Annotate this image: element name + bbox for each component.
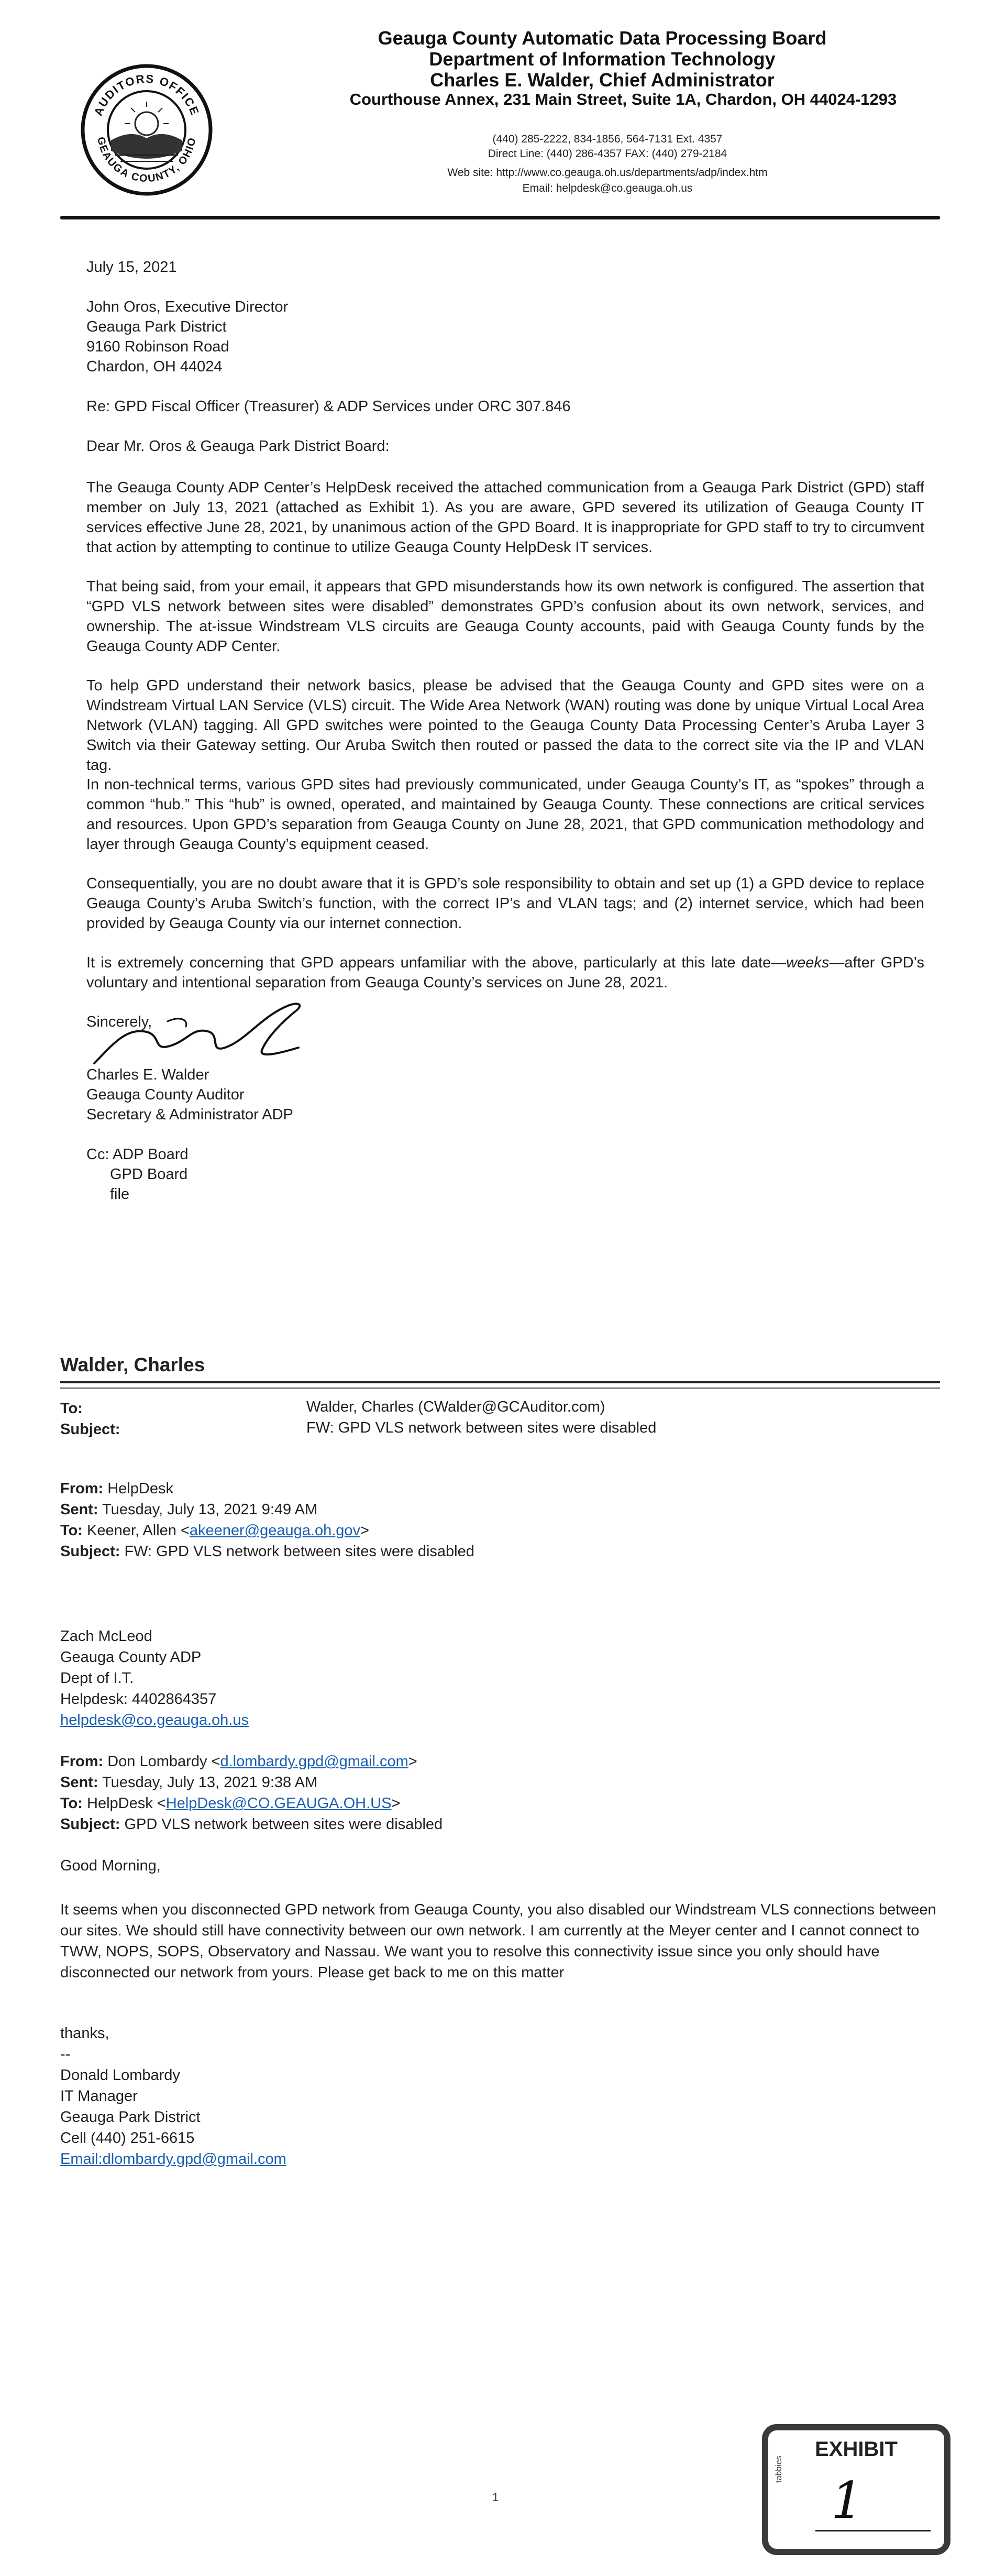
paragraph-6: It is extremely concerning that GPD appears unfamiliar with the above, particularly at this late date—weeks—after GPD’s voluntary and intentional separation from Geauga County’s services on June 28, 2021.	[86, 954, 924, 991]
helpdesk-email: Email: helpdesk@co.geauga.oh.us	[522, 182, 693, 194]
exhibit-underline	[815, 2530, 931, 2531]
greeting: Good Morning,	[60, 1857, 161, 1874]
svg-text:GEAUGA COUNTY, OHIO: GEAUGA COUNTY, OHIO	[95, 136, 198, 185]
sig-dashes: --	[60, 2046, 71, 2063]
email-link[interactable]: HelpDesk@CO.GEAUGA.OH.US	[165, 1795, 392, 1812]
fwd-subject: Subject: FW: GPD VLS network between sites were disabled	[60, 1543, 474, 1560]
handwritten-signature	[89, 995, 330, 1074]
paragraph-3: To help GPD understand their network basics, please be advised that the Geauga County and GPD sites were on a Windstream Virtual LAN Service (VLS) circuit. The Wide Area Network (WAN) routing was done by unique Virtual Local Area Network (VLAN) tagging. All GPD switches were pointed to the Geauga County Data Processing Center’s Aruba Layer 3 Switch via their Gateway setting. Our Aruba Switch then routed or passed the data to the correct site via the IP and VLAN tag.	[86, 677, 924, 774]
subject-label: Subject:	[60, 1421, 120, 1438]
exhibit-title: EXHIBIT	[815, 2438, 898, 2461]
exhibit-sticker	[762, 2424, 950, 2555]
to-label: To:	[60, 1400, 83, 1417]
orig-from: From: Don Lombardy <d.lombardy.gpd@gmail.com>	[60, 1753, 417, 1770]
emphasis-weeks: weeks	[786, 954, 830, 971]
exhibit-number: 1	[831, 2471, 864, 2530]
subject-value: FW: GPD VLS network between sites were disabled	[306, 1419, 657, 1436]
fwd-sent: Sent: Tuesday, July 13, 2021 9:49 AM	[60, 1501, 318, 1518]
email-owner: Walder, Charles	[60, 1354, 205, 1375]
signer-title: Secretary & Administrator ADP	[86, 1106, 293, 1123]
cc-recipient: GPD Board	[110, 1166, 188, 1183]
to-value: Walder, Charles (CWalder@GCAuditor.com)	[306, 1399, 605, 1415]
thanks: thanks,	[60, 2025, 109, 2042]
svg-text:AUDITORS OFFICE: AUDITORS OFFICE	[91, 72, 202, 118]
sender-signature: Donald Lombardy	[60, 2067, 180, 2084]
signer-title: Geauga County Auditor	[86, 1086, 245, 1103]
page-number: 1	[492, 2491, 499, 2504]
orig-subject: Subject: GPD VLS network between sites were disabled	[60, 1816, 443, 1833]
county-auditor-seal	[79, 62, 215, 198]
re-line: Re: GPD Fiscal Officer (Treasurer) & ADP Services under ORC 307.846	[86, 398, 571, 415]
website: Web site: http://www.co.geauga.oh.us/departments/adp/index.htm	[447, 167, 768, 179]
exhibit-brand: tabbies	[775, 2456, 783, 2483]
cc-line: Cc: ADP Board	[86, 1146, 189, 1163]
signature-line: Helpdesk: 4402864357	[60, 1691, 217, 1708]
paragraph-2: That being said, from your email, it appears that GPD misunderstands how its own network is configured. The assertion that “GPD VLS network between sites were disabled” demonstrates GPD’s confusion about its own network, services, and ownership. The at-issue Windstream VLS circuits are Geauga County accounts, paid with Geauga County funds by the Geauga County ADP Center.	[86, 578, 924, 655]
signature-line: Geauga County ADP	[60, 1649, 202, 1666]
recipient-line: Chardon, OH 44024	[86, 358, 223, 375]
email-link[interactable]: akeener@geauga.oh.gov	[189, 1522, 361, 1539]
fwd-from: From: HelpDesk	[60, 1480, 173, 1497]
direct-line-fax: Direct Line: (440) 286-4357 FAX: (440) 279-2184	[488, 148, 727, 160]
phone-numbers: (440) 285-2222, 834-1856, 564-7131 Ext. 4357	[492, 133, 723, 145]
administrator-name: Charles E. Walder, Chief Administrator	[430, 69, 775, 91]
org-name: Geauga County Automatic Data Processing Board	[378, 27, 827, 49]
orig-to: To: HelpDesk <HelpDesk@CO.GEAUGA.OH.US>	[60, 1795, 401, 1812]
fwd-to: To: Keener, Allen <akeener@geauga.oh.gov>	[60, 1522, 369, 1539]
office-address: Courthouse Annex, 231 Main Street, Suite 1A, Chardon, OH 44024-1293	[349, 90, 897, 108]
recipient-line: John Oros, Executive Director	[86, 299, 289, 315]
recipient-line: Geauga Park District	[86, 318, 227, 335]
dept-name: Department of Information Technology	[429, 48, 776, 70]
recipient-line: 9160 Robinson Road	[86, 338, 229, 355]
salutation: Dear Mr. Oros & Geauga Park District Board:	[86, 438, 390, 455]
closing: Sincerely,	[86, 1014, 152, 1030]
sender-signature: Geauga Park District	[60, 2109, 201, 2126]
signature-line: Dept of I.T.	[60, 1670, 134, 1687]
cc-recipient: file	[110, 1186, 130, 1203]
paragraph-4: In non-technical terms, various GPD sites had previously communicated, under Geauga County’s IT, as “spokes” through a common “hub.” This “hub” is owned, operated, and maintained by Geauga County. These connections are critical services and resources. Upon GPD’s separation from Geauga County on June 28, 2021, that GPD communication methodology and layer through Geauga County’s equipment ceased.	[86, 776, 924, 853]
sender-signature: Cell (440) 251-6615	[60, 2130, 195, 2146]
email-link[interactable]: d.lombardy.gpd@gmail.com	[220, 1753, 408, 1770]
email-divider	[60, 1388, 940, 1389]
email-divider	[60, 1381, 940, 1383]
signature-line: Zach McLeod	[60, 1628, 152, 1645]
signer-name: Charles E. Walder	[86, 1066, 209, 1083]
email-body: It seems when you disconnected GPD network from Geauga County, you also disabled our Windstream VLS connections between our sites. We should still have connectivity between our own network. I am currently at the Meyer center and I cannot connect to TWW, NOPS, SOPS, Observatory and Nassau. We want you to resolve this connectivity issue since you only should have disconnected our network from yours. Please get back to me on this matter	[60, 1901, 936, 1981]
letter-date: July 15, 2021	[86, 259, 177, 276]
helpdesk-email-link[interactable]: helpdesk@co.geauga.oh.us	[60, 1712, 249, 1729]
letterhead-divider	[60, 216, 940, 219]
sender-signature: IT Manager	[60, 2088, 138, 2105]
paragraph-5: Consequentially, you are no doubt aware that it is GPD’s sole responsibility to obtain and set up (1) a GPD device to replace Geauga County’s Aruba Switch’s function, with the correct IP’s and VLAN tags; and (2) internet service, which had been provided by Geauga County via our internet connection.	[86, 875, 924, 932]
sender-email-link[interactable]: Email:dlombardy.gpd@gmail.com	[60, 2151, 286, 2167]
orig-sent: Sent: Tuesday, July 13, 2021 9:38 AM	[60, 1774, 318, 1791]
paragraph-1: The Geauga County ADP Center’s HelpDesk received the attached communication from a Geauga Park District (GPD) staff member on July 13, 2021 (attached as Exhibit 1). As you are aware, GPD severed its utilization of Geauga County IT services effective June 28, 2021, by unanimous action of the GPD Board. It is inappropriate for GPD staff to try to circumvent that action by attempting to continue to utilize Geauga County HelpDesk IT services.	[86, 479, 924, 556]
